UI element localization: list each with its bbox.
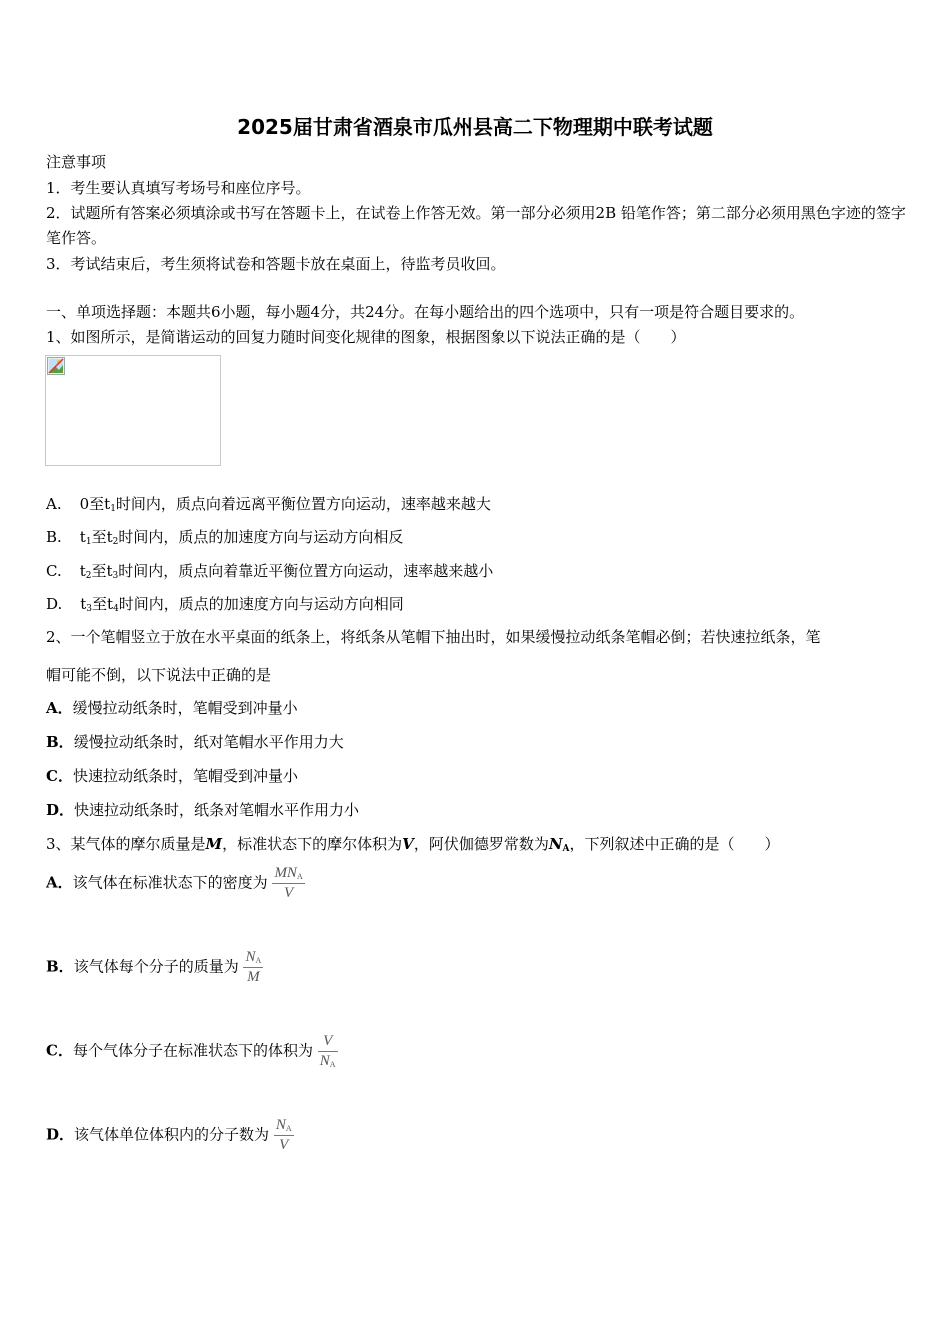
q3-stem: 3、某气体的摩尔质量是M，标准状态下的摩尔体积为V，阿伏伽德罗常数为$N_A$，下列叙述中正确的是（ ） bbox=[46, 835, 780, 854]
q1-option-c: C. $t_2$至$t_3$时间内，质点向着靠近平衡位置方向运动，速率越来越小 bbox=[46, 562, 494, 581]
q3-option-d: D．该气体单位体积内的分子数为 $\frac{N_A}{V}$ bbox=[46, 1117, 292, 1153]
q1-figure-placeholder bbox=[45, 355, 221, 466]
q2-stem-line1: 2、一个笔帽竖立于放在水平桌面的纸条上，将纸条从笔帽下抽出时，如果缓慢拉动纸条笔帽必倒；若快速拉纸条，笔 bbox=[46, 628, 821, 646]
q2-option-a: A．缓慢拉动纸条时，笔帽受到冲量小 bbox=[46, 699, 298, 717]
notice-item-2: 2．试题所有答案必须填涂或书写在答题卡上，在试卷上作答无效。第一部分必须用2B 铅笔作答；第二部分必须用黑色字迹的签字笔作答。 bbox=[46, 204, 906, 247]
q2-option-d: D．快速拉动纸条时，纸条对笔帽水平作用力小 bbox=[46, 801, 360, 819]
q3-option-a: A．该气体在标准状态下的密度为 $\frac{MN_A}{V}$ bbox=[46, 865, 303, 901]
fraction: $\frac{N_A}{V}$ bbox=[275, 1117, 292, 1153]
q1-option-b: B. $t_1$至$t_2$时间内，质点的加速度方向与运动方向相反 bbox=[46, 528, 404, 547]
q2-stem-line2: 帽可能不倒，以下说法中正确的是 bbox=[46, 666, 272, 684]
page-title: 2025届甘肃省酒泉市瓜州县高二下物理期中联考试题 bbox=[237, 115, 713, 139]
q1-stem: 1、如图所示，是简谐运动的回复力随时间变化规律的图象，根据图象以下说法正确的是（ ） bbox=[46, 328, 686, 346]
q3-option-c: C．每个气体分子在标准状态下的体积为 $\frac{V}{N_A}$ bbox=[46, 1033, 336, 1069]
notice-item-3: 3．考试结束后，考生须将试卷和答题卡放在桌面上，待监考员收回。 bbox=[46, 255, 506, 273]
q2-option-b: B．缓慢拉动纸条时，纸对笔帽水平作用力大 bbox=[46, 733, 344, 751]
fraction: $\frac{V}{N_A}$ bbox=[319, 1033, 336, 1069]
q1-option-d: D. $t_3$至$t_4$时间内，质点的加速度方向与运动方向相同 bbox=[46, 595, 404, 614]
q3-option-b: B．该气体每个分子的质量为 $\frac{N_A}{M}$ bbox=[46, 949, 262, 985]
fraction: $\frac{N_A}{M}$ bbox=[245, 949, 262, 985]
notice-heading: 注意事项 bbox=[46, 153, 107, 171]
q1-option-a: A. 0至$t_1$时间内，质点向着远离平衡位置方向运动，速率越来越大 bbox=[46, 495, 491, 514]
broken-image-icon bbox=[47, 357, 65, 375]
section-heading: 一、单项选择题：本题共6小题，每小题4分，共24分。在每小题给出的四个选项中，只有一项是符合题目要求的。 bbox=[46, 303, 805, 321]
notice-item-1: 1．考生要认真填写考场号和座位序号。 bbox=[46, 179, 311, 197]
q2-option-c: C．快速拉动纸条时，笔帽受到冲量小 bbox=[46, 767, 298, 785]
fraction: $\frac{MN_A}{V}$ bbox=[274, 865, 303, 901]
